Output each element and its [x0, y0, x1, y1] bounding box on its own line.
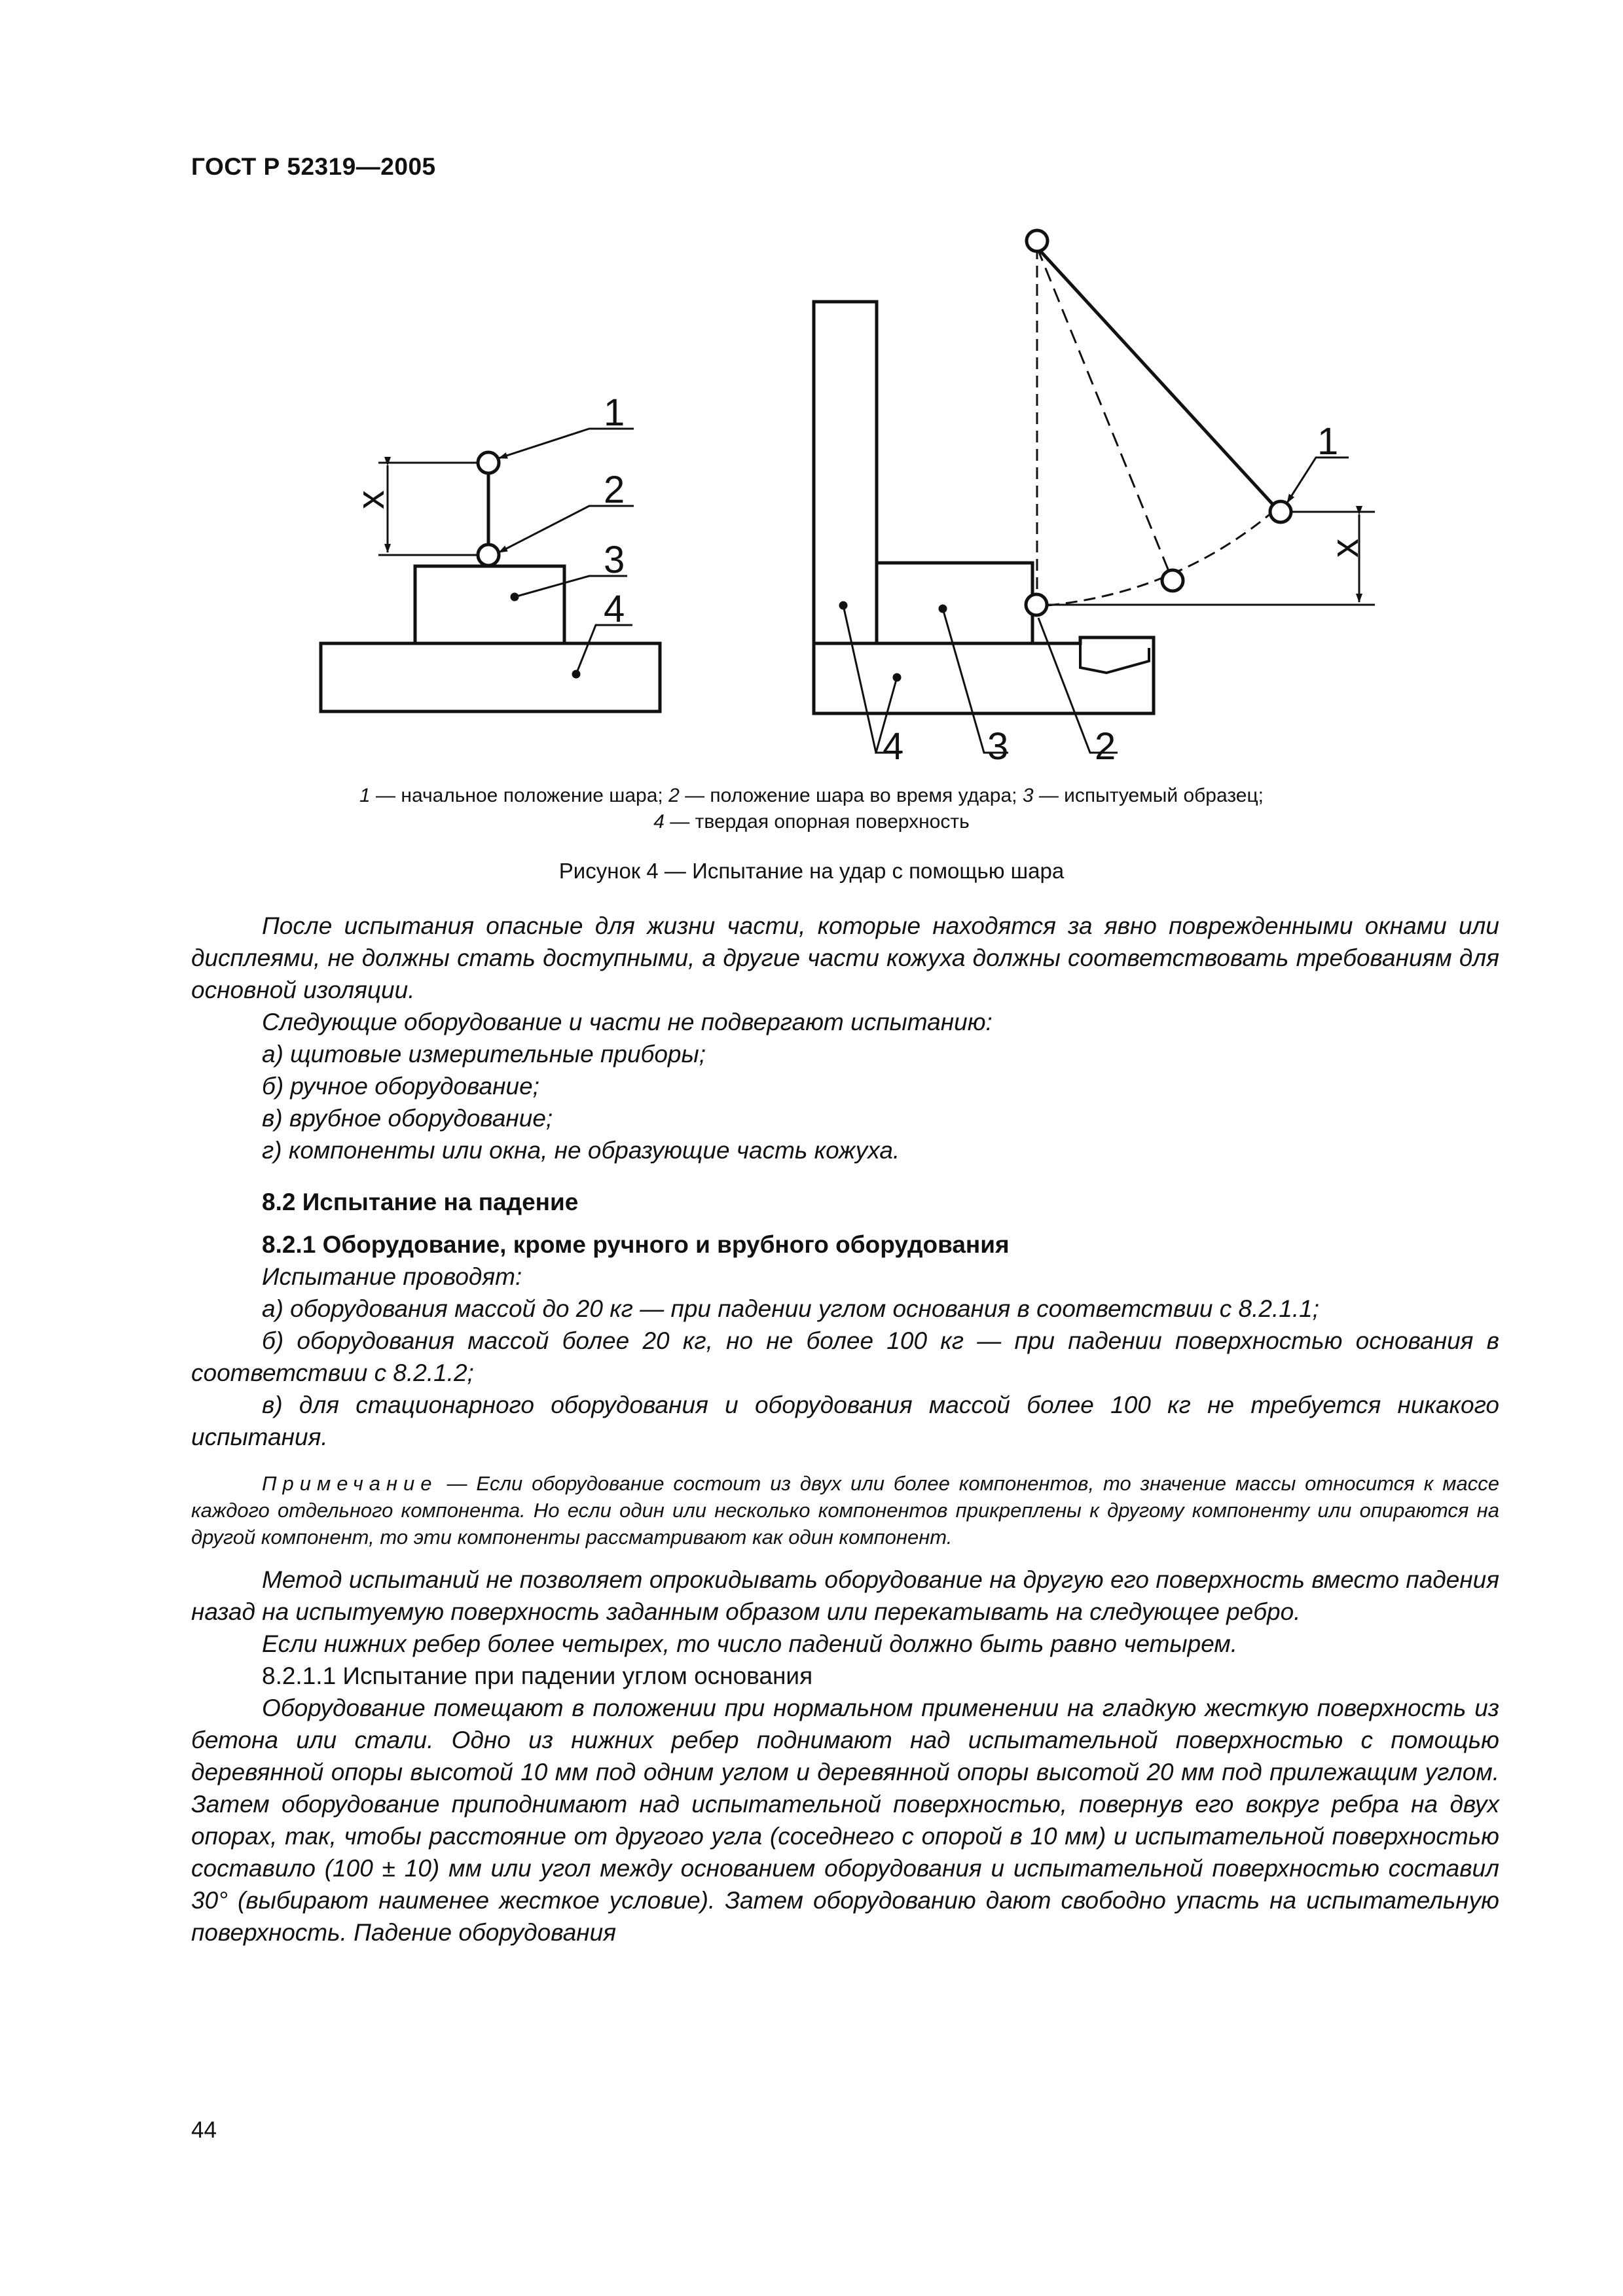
- right-label-4: 4: [883, 725, 904, 768]
- figure-ball-impact-test: [0, 0, 1623, 851]
- legend-text: — начальное положение шара;: [370, 785, 669, 806]
- legend-text: — твердая опорная поверхность: [664, 811, 970, 833]
- left-test-sample: [415, 566, 564, 643]
- list-item: а) щитовые измерительные приборы;: [262, 1041, 706, 1067]
- right-ball-top: [1027, 230, 1048, 251]
- right-ball-mid: [1162, 570, 1183, 591]
- left-ball-initial: [478, 452, 499, 473]
- legend-num: 2: [668, 785, 680, 806]
- list-item: в) для стационарного оборудования и оборудования массой более 100 кг не требуется никакого испытания.: [191, 1391, 1499, 1450]
- legend-text: — положение шара во время удара;: [679, 785, 1023, 806]
- paragraph: Метод испытаний не позволяет опрокидывать оборудование на другую его поверхность вместо падения назад на испытуемую поверхность заданным образом или перекатывать на следующее ребро.: [191, 1566, 1499, 1625]
- paragraph: Испытание проводят:: [262, 1263, 522, 1290]
- pendulum-string-start: [1037, 247, 1277, 509]
- legend-num: 1: [359, 785, 371, 806]
- left-support-surface: [321, 643, 660, 711]
- right-label-x: x: [1324, 539, 1366, 558]
- left-label-x: x: [350, 490, 392, 509]
- right-label-3: 3: [987, 725, 1009, 768]
- left-ball-impact: [478, 545, 499, 565]
- list-item: г) компоненты или окна, не образующие часть кожуха.: [262, 1137, 900, 1164]
- left-label-1: 1: [604, 391, 625, 434]
- left-label-2: 2: [604, 469, 625, 511]
- legend-text: — испытуемый образец;: [1033, 785, 1264, 806]
- note: [191, 1470, 1499, 1551]
- list-item: а) оборудования массой до 20 кг — при падении углом основания в соответствии с 8.2.1.1;: [262, 1295, 1319, 1322]
- paragraph: Следующие оборудование и части не подвергают испытанию:: [262, 1009, 993, 1035]
- list-item: в) врубное оборудование;: [262, 1105, 553, 1132]
- list-item: б) оборудования массой более 20 кг, но не более 100 кг — при падении поверхностью основания в соответствии с 8.2.1.2;: [191, 1327, 1499, 1386]
- section-heading-8-2: 8.2 Испытание на падение: [262, 1189, 579, 1215]
- note-label: Примечание: [262, 1472, 438, 1495]
- list-item: б) ручное оборудование;: [262, 1073, 539, 1100]
- figure-legend-line-1: [196, 783, 1427, 809]
- legend-num: 3: [1022, 785, 1034, 806]
- right-vertical-wall: [814, 302, 877, 643]
- paragraph: После испытания опасные для жизни части, которые находятся за явно поврежденными окнами или дисплеями, не должны стать доступными, а другие части кожуха должны соответствовать требованиям для основной изоляции.: [191, 912, 1499, 1003]
- pendulum-dashed-mid: [1037, 247, 1171, 577]
- figure-caption: Рисунок 4 — Испытание на удар с помощью шара: [558, 859, 1065, 883]
- right-ball-impact: [1026, 594, 1047, 615]
- legend-num: 4: [653, 811, 665, 833]
- section-heading-8-2-1: 8.2.1 Оборудование, кроме ручного и врубного оборудования: [262, 1231, 1010, 1258]
- right-test-sample: [877, 563, 1032, 643]
- right-diagram: [814, 230, 1375, 753]
- note-text: — Если оборудование состоит из двух или более компонентов, то значение массы относится к массе каждого отдельного компонента. Но если один или несколько компонентов прикреплены к другому компоненту или опираются на другой компонент, то эти компоненты рассматривают как один компонент.: [191, 1472, 1499, 1549]
- page-number: 44: [191, 2117, 217, 2143]
- document-header: ГОСТ Р 52319—2005: [191, 153, 436, 180]
- paragraph: Оборудование помещают в положении при нормальном применении на гладкую жесткую поверхность из бетона или стали. Одно из нижних ребер поднимают над испытательной поверхностью с помощью деревянной опоры высотой 10 мм под одним углом и деревянной опоры высотой 20 мм под прилежащим углом. Затем оборудование приподнимают над испытательной поверхностью, повернув его вокруг ребра на двух опорах, так, чтобы расстояние от другого угла (соседнего с опорой в 10 мм) и испытательной поверхностью составило (100 ± 10) мм или угол между основанием оборудования и испытательной поверхностью составил 30° (выбирают наименее жесткое условие). Затем оборудованию дают свободно упасть на испытательную поверхность. Падение оборудования: [191, 1695, 1499, 1946]
- right-label-2: 2: [1095, 725, 1116, 768]
- right-ball-initial: [1270, 501, 1291, 522]
- figure-legend-line-2: [196, 809, 1427, 835]
- figure-drawing: [0, 0, 1623, 851]
- subsection-heading-8-2-1-1: 8.2.1.1 Испытание при падении углом основания: [262, 1662, 813, 1689]
- document-body: [191, 910, 1499, 1948]
- right-label-1: 1: [1317, 420, 1339, 463]
- paragraph: Если нижних ребер более четырех, то число падений должно быть равно четырем.: [262, 1630, 1238, 1657]
- left-label-3: 3: [604, 539, 625, 581]
- left-label-4: 4: [604, 588, 625, 630]
